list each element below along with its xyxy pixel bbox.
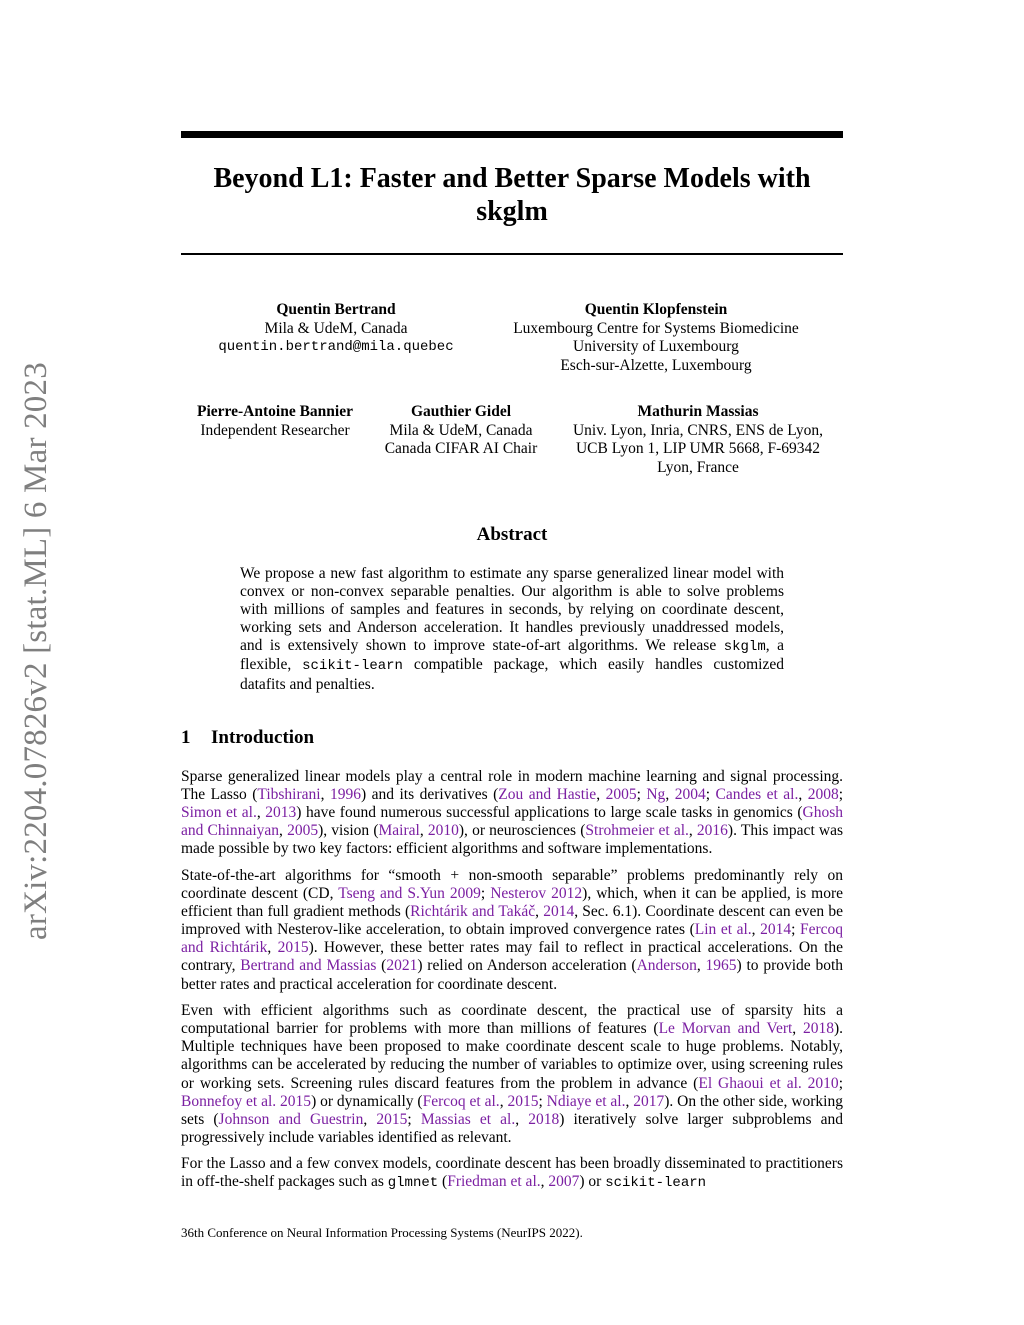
author-block-bannier	[181, 403, 369, 440]
text-run: For the Lasso and a few convex models, coordinate descent has been broadly disseminated to practitioners in off-the-shelf packages such as	[181, 1155, 843, 1191]
citation-link[interactable]: Simon et al.	[181, 804, 257, 822]
citation-link[interactable]: 2015	[376, 1110, 408, 1128]
text-run: ), or neurosciences (	[458, 822, 586, 840]
citation-link[interactable]: 2010	[427, 822, 459, 840]
paragraph-4	[181, 1155, 843, 1192]
citation-link[interactable]: Ndiaye et al.	[546, 1092, 626, 1110]
text-run: ,	[363, 1110, 377, 1128]
citation-link[interactable]: 2008	[807, 786, 839, 804]
author-name: Quentin Klopfenstein	[584, 301, 728, 318]
section-number: 1	[181, 727, 191, 748]
text-run: Sparse generalized linear models play a central role in modern machine learning and signal processing. The Lasso (	[181, 768, 843, 804]
author-affiliation: Univ. Lyon, Inria, CNRS, ENS de Lyon,	[572, 421, 823, 439]
text-run: ;	[705, 786, 716, 804]
text-run: ,	[515, 1110, 529, 1128]
author-affiliation: Esch-sur-Alzette, Luxembourg	[560, 356, 752, 374]
citation-link[interactable]: 2014	[543, 903, 575, 921]
text-run: ;	[480, 885, 491, 903]
citation-link[interactable]: Anderson	[636, 957, 697, 975]
text-run: (	[438, 1173, 448, 1191]
author-block-gidel	[370, 403, 552, 459]
text-run: ) and its derivatives (	[360, 786, 499, 804]
citation-link[interactable]: Fercoq and Richtárik	[181, 921, 843, 957]
author-affiliation: University of Luxembourg	[573, 338, 739, 355]
citation-link[interactable]: Johnson and Guestrin	[218, 1110, 364, 1128]
text-run: ;	[407, 1110, 421, 1128]
text-run: ;	[538, 1092, 547, 1110]
title-line-2: skglm	[476, 196, 548, 227]
text-run: ,	[499, 1092, 508, 1110]
citation-link[interactable]: Bonnefoy et al. 2015	[181, 1092, 312, 1110]
text-run: ). This impact was made possible by two key factors: efficient algorithms and software implementations.	[181, 822, 844, 858]
text-run: ,	[279, 822, 288, 840]
citation-link[interactable]: 2005	[287, 822, 319, 840]
text-run: Even with efficient algorithms such as coordinate descent, the practical use of sparsity hits a computational barrier for problems with more than millions of features (	[181, 1002, 843, 1038]
abstract-text-part: We propose a new fast algorithm to estimate any sparse generalized linear model with convex or non-convex separable penalties. Our algorithm is able to solve problems with millions of samples and features in seconds, by relying on coordinate descent, working sets and Anderson acceleration. It handles previously unaddressed models, and is extensively shown to improve state-of-art algorithms. We release	[240, 565, 784, 655]
text-run: ) iteratively solve larger subproblems and progressively include variables identified as relevant.	[181, 1110, 844, 1146]
text-run: ). However, these better rates may fail to reflect in practical accelerations. On the contrary,	[181, 939, 844, 975]
citation-link[interactable]: 2018	[802, 1020, 834, 1038]
paper-title	[181, 162, 843, 228]
citation-link[interactable]: 2015	[277, 939, 309, 957]
text-run: ), vision (	[318, 822, 379, 840]
author-affiliation: Mila & UdeM, Canada	[389, 421, 533, 439]
citation-link[interactable]: Le Morvan and Vert	[658, 1020, 793, 1038]
text-run: ,	[540, 1173, 549, 1191]
citation-link[interactable]: Strohmeier et al.	[585, 822, 689, 840]
text-run: , Sec. 6.1). Coordinate descent can even be improved with Nesterov-like acceleration, to obtain improved convergence rates (	[181, 903, 843, 939]
citation-link[interactable]: Tibshirani	[257, 786, 321, 804]
text-run: ) or	[579, 1173, 606, 1191]
text-run: ;	[838, 1074, 843, 1092]
text-run: ,	[535, 903, 544, 921]
text-run: ,	[665, 786, 675, 804]
citation-link[interactable]: Zou and Hastie	[498, 786, 597, 804]
citation-link[interactable]: Ng	[646, 786, 666, 804]
author-affiliation: Canada CIFAR AI Chair	[384, 440, 538, 457]
section-heading-introduction	[181, 727, 314, 749]
section-title-text: Introduction	[211, 727, 315, 748]
citation-link[interactable]: Mairal	[378, 822, 420, 840]
title-line-1: Beyond L1: Faster and Better Sparse Models with	[213, 163, 811, 194]
citation-link[interactable]: Massias et al.	[420, 1110, 516, 1128]
citation-link[interactable]: Candes et al.	[715, 786, 799, 804]
citation-link[interactable]: 1965	[705, 957, 737, 975]
abstract-heading: Abstract	[476, 524, 548, 545]
citation-link[interactable]: Bertrand and Massias	[240, 957, 377, 975]
text-run: ,	[419, 822, 428, 840]
citation-link[interactable]: 2004	[674, 786, 706, 804]
author-block-massias	[553, 403, 843, 477]
citation-link[interactable]: 2007	[548, 1173, 580, 1191]
title-rule-top	[181, 131, 843, 138]
citation-link[interactable]: Richtárik and Takáč	[410, 903, 536, 921]
code-scikit-learn: scikit-learn	[302, 658, 403, 675]
text-run: ,	[596, 786, 606, 804]
abstract-text-part: compatible package, which easily handles customized datafits and penalties.	[240, 656, 784, 693]
citation-link[interactable]: Ghosh and Chinnaiyan	[181, 804, 844, 840]
citation-link[interactable]: Nesterov 2012	[490, 885, 583, 903]
text-run: ) relied on Anderson acceleration (	[417, 957, 637, 975]
code-scikit-learn: scikit-learn	[605, 1175, 707, 1192]
citation-link[interactable]: 2014	[760, 921, 792, 939]
text-run: ,	[696, 957, 706, 975]
citation-link[interactable]: 2021	[386, 957, 418, 975]
author-affiliation: Lyon, France	[657, 458, 739, 476]
text-run: ) or dynamically (	[311, 1092, 423, 1110]
conference-footnote: 36th Conference on Neural Information Processing Systems (NeurIPS 2022).	[181, 1225, 583, 1240]
text-run: ), which, when it can be applied, is more efficient than full gradient methods (	[181, 885, 843, 921]
text-run: ,	[792, 1020, 803, 1038]
citation-link[interactable]: Tseng and S.Yun 2009	[338, 885, 481, 903]
author-name: Gauthier Gidel	[410, 403, 512, 420]
text-run: ,	[688, 822, 697, 840]
citation-link[interactable]: 2015	[507, 1092, 539, 1110]
text-run: ,	[267, 939, 278, 957]
paragraph-2	[181, 867, 843, 994]
abstract-text-part: , a flexible,	[240, 637, 784, 674]
author-affiliation: UCB Lyon 1, LIP UMR 5668, F-69342	[575, 440, 820, 457]
citation-link[interactable]: 1996	[329, 786, 361, 804]
text-run: (	[376, 957, 387, 975]
text-run: ,	[256, 804, 266, 822]
paragraph-3	[181, 1002, 843, 1147]
author-name: Quentin Bertrand	[276, 301, 396, 318]
author-affiliation: Independent Researcher	[200, 421, 350, 439]
paragraph-1	[181, 768, 843, 858]
text-run: ,	[751, 921, 761, 939]
text-run: ;	[636, 786, 647, 804]
citation-link[interactable]: 2005	[605, 786, 637, 804]
citation-link[interactable]: 2016	[696, 822, 728, 840]
author-block-klopfenstein	[486, 301, 826, 375]
author-name: Mathurin Massias	[637, 403, 759, 420]
text-run: ). On the other side, working sets (	[181, 1092, 843, 1128]
text-run: ,	[798, 786, 808, 804]
citation-link[interactable]: Fercoq et al.	[422, 1092, 500, 1110]
author-email[interactable]: quentin.bertrand@mila.quebec	[218, 339, 454, 355]
citation-link[interactable]: 2017	[633, 1092, 665, 1110]
introduction-body	[181, 768, 843, 1201]
citation-link[interactable]: 2018	[528, 1110, 560, 1128]
text-run: ,	[320, 786, 330, 804]
author-name: Pierre-Antoine Bannier	[197, 403, 353, 420]
text-run: ,	[625, 1092, 634, 1110]
text-run: State-of-the-art algorithms for “smooth + non-smooth separable” problems predominantly rely on coordinate descent (CD,	[181, 866, 843, 903]
code-glmnet: glmnet	[387, 1175, 439, 1192]
citation-link[interactable]: El Ghaoui et al. 2010	[698, 1074, 839, 1092]
code-skglm: skglm	[723, 639, 766, 656]
citation-link[interactable]: 2013	[265, 804, 297, 822]
text-run: ;	[838, 786, 844, 804]
text-run: ) have found numerous successful applications to large scale tasks in genomics (	[296, 804, 803, 822]
text-run: ). Multiple techniques have been proposed to make coordinate descent scale to huge problems. Notably, algorithms can be accelerated by reducing the number of variables to optimize over, using screening rules or working sets. Screening rules discard features from the problem in advance (	[181, 1020, 844, 1092]
author-affiliation: Luxembourg Centre for Systems Biomedicine	[513, 319, 799, 337]
author-block-bertrand	[196, 301, 476, 357]
title-rule-bottom	[181, 253, 843, 255]
author-affiliation: Mila & UdeM, Canada	[264, 319, 408, 337]
citation-link[interactable]: Lin et al.	[694, 921, 752, 939]
citation-link[interactable]: Friedman et al.	[447, 1173, 541, 1191]
text-run: ;	[791, 921, 800, 939]
text-run: ) to provide both better rates and practical acceleration for coordinate descent.	[181, 957, 843, 993]
abstract-text	[240, 565, 784, 694]
arxiv-identifier-stamp: arXiv:2204.07826v2 [stat.ML] 6 Mar 2023	[18, 362, 54, 940]
